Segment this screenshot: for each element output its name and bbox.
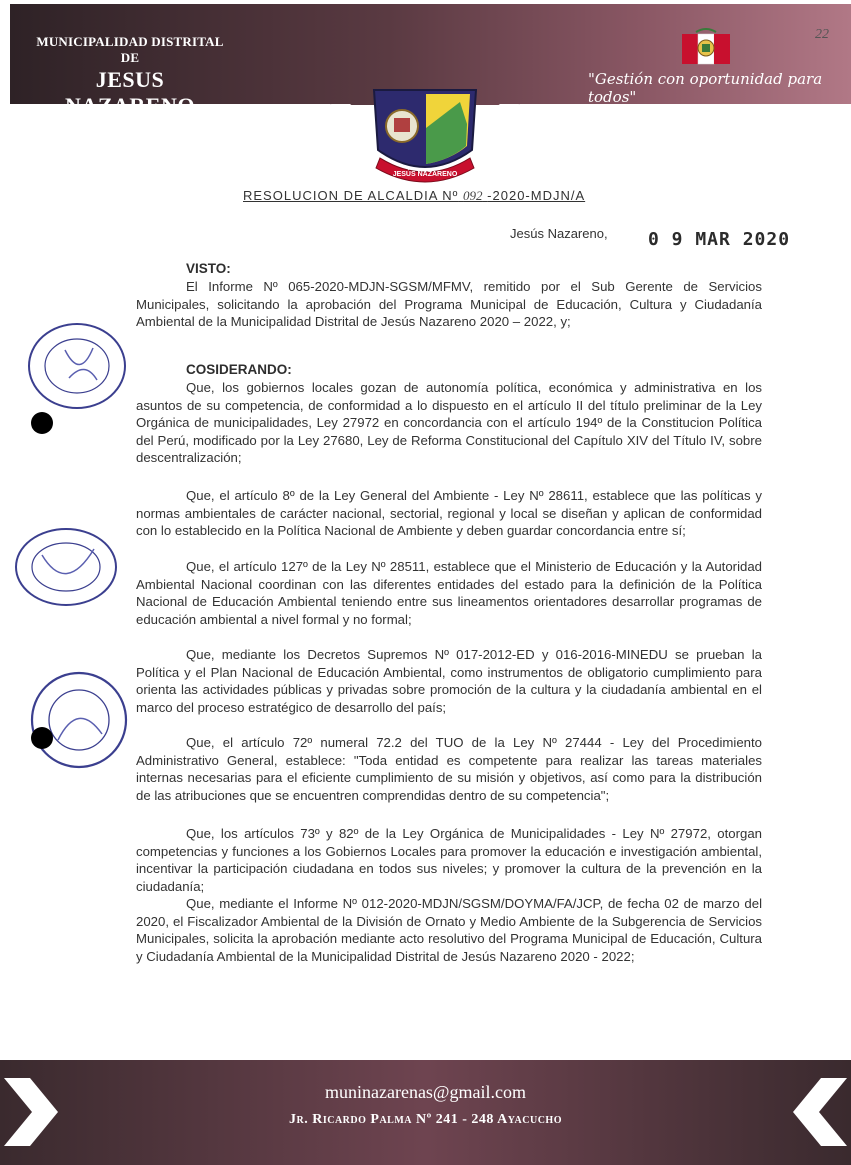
considerando-paragraph: Que, el artículo 72º numeral 72.2 del TUO de la Ley Nº 27444 - Ley del Procedimiento Administrativo General, establece: "Toda entidad es competente para realizar las tareas materiales internas necesarias para el eficiente cumplimiento de su misión y objetivos, así como para la distribución de las atribuciones que se encuentren comprendidas dentro de su competencia"; <box>136 735 762 803</box>
visto-text: El Informe Nº 065-2020-MDJN-SGSM/MFMV, remitido por el Sub Gerente de Servicios Municipales, solicitando la aprobación del Programa Municipal de Educación, Cultura y Ciudadanía Ambiental de la Municipalidad Distrital de Jesús Nazareno 2020 – 2022, y; <box>136 279 762 329</box>
peru-crest-icon <box>680 28 732 68</box>
footer-address: Jr. Ricardo Palma Nº 241 - 248 Ayacucho <box>289 1112 562 1127</box>
municipality-line1: MUNICIPALIDAD DISTRITAL DE <box>36 34 224 65</box>
considerando-paragraph: Que, el artículo 127º de la Ley Nº 28511, establece que el Ministerio de Educación y la Autoridad Ambiental Nacional coordinan con las diferentes entidades del estado para la definición de la Política Nacional de Educación Ambiental teniendo entre sus lineamentos orientadores desarrollar programas de educación ambiental a nivel formal y no formal; <box>136 559 762 627</box>
considerando-paragraph: Que, mediante el Informe Nº 012-2020-MDJN/SGSM/DOYMA/FA/JCP, de fecha 02 de marzo del 2020, el Fiscalizador Ambiental de la División de Ornato y Medio Ambiente de la Subgerencia de Servicios Municipales, solicita la aprobación mediante acto resolutivo del Programa Municipal de Educación, Cultura y Ciudadanía Ambiental de la Municipalidad Distrital de Jesús Nazareno 2020 - 2022; <box>136 896 762 964</box>
emblem-ribbon-text: JESÚS NAZARENO <box>392 171 458 178</box>
considerando-paragraph: Que, los artículos 73º y 82º de la Ley Orgánica de Municipalidades - Ley Nº 27972, otorgan competencias y funciones a los Gobiernos Locales para promover la educación e investigación ambiental, incentivar la participación ciudadana en todos sus niveles; y promover la cultura de la prevención en la ciudadanía; <box>136 826 762 894</box>
slogan: "Gestión con oportunidad para todos" <box>588 70 823 106</box>
considerando-paragraph: Que, el artículo 8º de la Ley General del Ambiente - Ley Nº 28611, establece que las políticas y normas ambientales de carácter nacional, sectorial, regional y local se diseñan y aplican de conformidad con lo establecido en la Política Nacional de Ambiente y deben guardar concordancia entre sí; <box>136 488 762 538</box>
footer-email: muninazarenas@gmail.com <box>324 1082 526 1102</box>
considerando-heading: COSIDERANDO: <box>186 362 292 377</box>
municipality-line3: CREADO POR LEY Nº 27281 <box>56 122 205 137</box>
page-number: 22 <box>815 27 829 42</box>
considerando-paragraph: Que, mediante los Decretos Supremos Nº 017-2012-ED y 016-2016-MINEDU se prueban la Política y el Plan Nacional de Educación Ambiental, como instrumentos de obligatorio cumplimiento para orienta las actividades públicas y privadas sobre promoción de la cultura y la ciudadanía ambiental en el marco del proceso estratégico de desarrollo del país; <box>136 647 762 715</box>
resolution-date-stamp: 0 9 MAR 2020 <box>648 229 791 250</box>
municipality-line2: JESUS NAZARENO <box>65 67 195 118</box>
punch-hole <box>31 412 53 434</box>
visto-heading: VISTO: <box>186 261 231 276</box>
municipal-emblem-icon <box>360 88 490 188</box>
subgerencia-seal <box>12 525 120 609</box>
considerando-paragraph: Que, los gobiernos locales gozan de autonomía política, económica y administrativa en los asuntos de su competencia, de conformidad a lo dispuesto en el artículo II del título preliminar de la Ley Orgánica de municipalidades, Ley 27972 en concordancia con el artículo 194º de la Constitucion Política del Perú, modificado por la Ley 27680, Ley de Reforma Constitucional del Capítulo XIV del Título IV, sobre descentralización; <box>136 380 762 465</box>
secretaria-seal <box>28 670 130 770</box>
resolution-place: Jesús Nazareno, <box>510 226 608 241</box>
municipality-name <box>30 34 230 137</box>
resolution-title-prefix: RESOLUCION DE ALCALDIA Nº <box>243 188 459 203</box>
resolution-title-suffix: -2020-MDJN/A <box>487 188 586 203</box>
resolution-number: 092 <box>463 188 483 203</box>
punch-hole <box>31 727 53 749</box>
resolution-title <box>243 188 585 204</box>
alcaldia-seal <box>25 320 129 412</box>
